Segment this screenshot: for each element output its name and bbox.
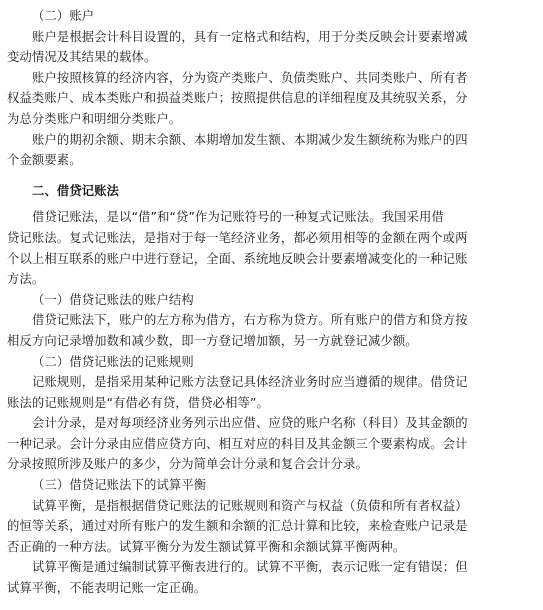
text-line: 个以上相互联系的账户中进行登记，全面、系统地反映会计要素增减变化的一种记账: [7, 251, 468, 266]
text-line: 会计分录，是对每项经济业务列示出应借、应贷的账户名称（科目）及其金额的: [32, 416, 468, 431]
text-line: 一种记录。会计分录由应借应贷方向、相互对应的科目及其金额三个要素构成。会计: [7, 436, 468, 451]
text-line: （一）借贷记账法的账户结构: [32, 292, 194, 307]
section-gap: [7, 171, 539, 181]
text-line: 借贷记账法下，账户的左方称为借方，右方称为贷方。所有账户的借方和贷方按: [32, 313, 468, 328]
text-line: （二）账户: [32, 9, 95, 23]
text-line: 个金额要素。: [7, 153, 82, 168]
text-line: 方法。: [7, 272, 45, 287]
text-line: 记账规则，是指采用某种记账方法登记具体经济业务时应当遵循的规律。借贷记: [32, 375, 468, 390]
text-line: 试算平衡是通过编制试算平衡表进行的。试算不平衡，表示记账一定有错误；但: [32, 560, 468, 575]
text-line: 相反方向记录增加数和减少数，即一方登记增加额，另一方就登记减少额。: [7, 333, 418, 348]
text-line: 为总分类账户和明细分类账户。: [7, 111, 182, 126]
text-line: 账户的期初余额、期末余额、本期增加发生额、本期减少发生额统称为账户的四: [32, 132, 468, 147]
text-line: 账户按照核算的经济内容，分为资产类账户、负债类账户、共同类账户、所有者: [32, 70, 468, 85]
section-heading: 二、借贷记账法: [32, 183, 120, 198]
text-line: 否正确的一种方法。试算平衡分为发生额试算平衡和余额试算平衡两种。: [7, 539, 406, 554]
text-line: （三）借贷记账法下的试算平衡: [32, 478, 207, 493]
text-line: 分录按照所涉及账户的多少，分为简单会计分录和复合会计分录。: [7, 457, 368, 472]
text-line: 账法的记账规则是“有借必有贷，借贷必相等”。: [7, 395, 269, 410]
text-line: 的恒等关系，通过对所有账户的发生额和余额的汇总计算和比较，来检查账户记录是: [7, 519, 468, 534]
text-line: （二）借贷记账法的记账规则: [32, 354, 194, 369]
text-line: 借贷记账法，是以“借”和“贷”作为记账符号的一种复式记账法。我国采用借: [32, 210, 444, 225]
text-line: 贷记账法。复式记账法，是指对于每一笔经济业务，都必须用相等的金额在两个或两: [7, 230, 468, 245]
document-page: [7, 6, 539, 599]
text-line: 变动情况及其结果的载体。: [7, 50, 157, 65]
text-line: 试算平衡，不能表明记账一定正确。: [7, 581, 207, 596]
text-line: 权益类账户、成本类账户和损益类账户；按照提供信息的详细程度及其统驭关系，分: [7, 91, 468, 106]
text-line: 账户是根据会计科目设置的，具有一定格式和结构，用于分类反映会计要素增减: [32, 29, 468, 44]
text-line: 试算平衡，是指根据借贷记账法的记账规则和资产与权益（负债和所有者权益）: [32, 498, 468, 513]
